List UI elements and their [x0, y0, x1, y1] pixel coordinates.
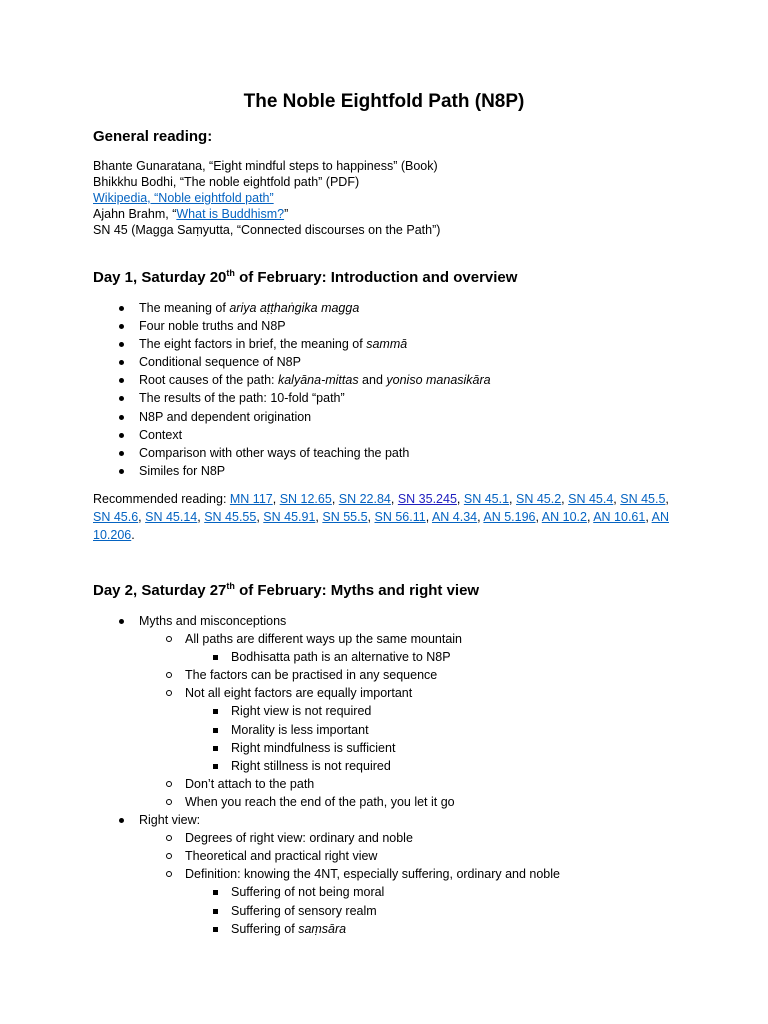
sutta-link-sn-45-55[interactable]: SN 45.55	[204, 510, 257, 524]
day1-heading-text: Day 1, Saturday 20	[93, 269, 227, 286]
list-item: Bodhisatta path is an alternative to N8P	[231, 648, 699, 666]
list-item: Don’t attach to the path	[185, 775, 699, 793]
list-item: All paths are different ways up the same mountain Bodhisatta path is an alternative to N8P	[185, 630, 699, 666]
list-item: Four noble truths and N8P	[139, 317, 699, 335]
list-item: Right view is not required	[231, 702, 699, 720]
recommended-reading: Recommended reading: MN 117, SN 12.65, SN 22.84, SN 35.245, SN 45.1, SN 45.2, SN 45.4, SN 45.5, SN 45.6, SN 45.14, SN 45.55, SN 45.91, SN 55.5, SN 56.11, AN 4.34, AN 5.196, AN 10.2, AN 10.61, AN 10.206.	[93, 492, 669, 542]
list-item: Similes for N8P	[139, 462, 699, 480]
list-item: Definition: knowing the 4NT, especially suffering, ordinary and noble Suffering of not being moral Suffering of sensory realm Suffering of saṃsāra	[185, 865, 699, 937]
sutta-link-sn-55-5[interactable]: SN 55.5	[322, 510, 368, 524]
list-item: Myths and misconceptions All paths are different ways up the same mountain Bodhisatta path is an alternative to N8P The factors can be practised in any sequence Not all eight factors are equally important Right view is not required Morality is less important Right mindfulness is sufficient Right stillness is not required Don’t attach to the path When you reach the end of the path, you let it go	[139, 612, 699, 811]
day2-heading	[93, 581, 479, 601]
list-item: When you reach the end of the path, you let it go	[185, 793, 699, 811]
day2-heading-sup: th	[226, 581, 235, 591]
reading-item	[93, 222, 693, 238]
day1-heading-text: of February: Introduction and overview	[234, 269, 518, 286]
sutta-link-sn-45-5[interactable]: SN 45.5	[620, 492, 666, 506]
list-item: The eight factors in brief, the meaning of sammā	[139, 335, 699, 353]
list-item: Root causes of the path: kalyāna-mittas and yoniso manasikāra	[139, 371, 699, 389]
reading-item	[93, 190, 693, 206]
sutta-link-sn-45-2[interactable]: SN 45.2	[516, 492, 562, 506]
sutta-link-sn-45-14[interactable]: SN 45.14	[145, 510, 198, 524]
day1-heading	[93, 268, 517, 288]
list-item: Degrees of right view: ordinary and noble	[185, 829, 699, 847]
sutta-link-sn-45-6[interactable]: SN 45.6	[93, 510, 139, 524]
reading-text: Ajahn Brahm, “	[93, 207, 177, 221]
list-item: Context	[139, 426, 699, 444]
general-reading-list	[93, 158, 693, 238]
list-item: The factors can be practised in any sequence	[185, 666, 699, 684]
list-item: Right mindfulness is sufficient	[231, 739, 699, 757]
sutta-link-sn-12-65[interactable]: SN 12.65	[279, 492, 332, 506]
reading-item	[93, 206, 693, 222]
general-reading-heading: General reading:	[93, 128, 213, 145]
sutta-link-an-10-206[interactable]: AN 10.206	[93, 510, 669, 542]
list-item: Theoretical and practical right view	[185, 847, 699, 865]
sutta-link-sn-45-1[interactable]: SN 45.1	[463, 492, 510, 506]
day2-heading-text: Day 2, Saturday 27	[93, 582, 227, 599]
what-is-buddhism-link[interactable]: What is Buddhism?	[176, 207, 285, 221]
recommended-links: MN 117, SN 12.65, SN 22.84, SN 35.245, SN 45.1, SN 45.2, SN 45.4, SN 45.5, SN 45.6, SN 45.14, SN 45.55, SN 45.91, SN 55.5, SN 56.11, AN 4.34, AN 5.196, AN 10.2, AN 10.61, AN 10.206	[93, 492, 669, 542]
recommended-label: Recommended reading:	[93, 492, 230, 506]
sutta-link-an-5-196[interactable]: AN 5.196	[483, 510, 536, 524]
list-item: Right view: Degrees of right view: ordinary and noble Theoretical and practical right view Definition: knowing the 4NT, especially suffering, ordinary and noble Suffering of not being moral Suffering of sensory realm Suffering of saṃsāra	[139, 811, 699, 938]
sutta-link-mn-117[interactable]: MN 117	[229, 492, 273, 506]
list-item: Suffering of sensory realm	[231, 902, 699, 920]
list-item: Conditional sequence of N8P	[139, 353, 699, 371]
reading-text: Bhikkhu Bodhi, “The noble eightfold path” (PDF)	[93, 175, 360, 189]
reading-text: ”	[284, 207, 289, 221]
list-item: Suffering of saṃsāra	[231, 920, 699, 938]
day1-heading-sup: th	[226, 268, 235, 278]
list-item: N8P and dependent origination	[139, 408, 699, 426]
list-item: The results of the path: 10-fold “path”	[139, 389, 699, 407]
sutta-link-sn-56-11[interactable]: SN 56.11	[374, 510, 426, 524]
reading-item	[93, 158, 693, 174]
day1-topic-list	[139, 299, 699, 480]
list-item: Right stillness is not required	[231, 757, 699, 775]
sutta-link-sn-22-84[interactable]: SN 22.84	[338, 492, 391, 506]
list-item: Not all eight factors are equally important Right view is not required Morality is less important Right mindfulness is sufficient Right stillness is not required	[185, 684, 699, 774]
sutta-link-sn-35-245[interactable]: SN 35.245	[397, 492, 457, 506]
day2-topic-list	[139, 612, 699, 938]
sutta-link-an-4-34[interactable]: AN 4.34	[431, 510, 478, 524]
page-title: The Noble Eightfold Path (N8P)	[243, 91, 525, 112]
reading-text: SN 45 (Magga Saṃyutta, “Connected discourses on the Path”)	[93, 223, 441, 237]
sutta-link-an-10-2[interactable]: AN 10.2	[541, 510, 587, 524]
sutta-link-sn-45-4[interactable]: SN 45.4	[568, 492, 614, 506]
list-item: The meaning of ariya aṭṭhaṅgika magga	[139, 299, 699, 317]
list-item: Comparison with other ways of teaching the path	[139, 444, 699, 462]
wikipedia-link[interactable]: Wikipedia, “Noble eightfold path”	[93, 191, 274, 205]
list-item: Morality is less important	[231, 721, 699, 739]
reading-item	[93, 174, 693, 190]
sutta-link-sn-45-91[interactable]: SN 45.91	[263, 510, 316, 524]
sutta-link-an-10-61[interactable]: AN 10.61	[593, 510, 646, 524]
list-item: Suffering of not being moral	[231, 883, 699, 901]
reading-text: Bhante Gunaratana, “Eight mindful steps to happiness” (Book)	[93, 159, 438, 173]
day2-heading-text: of February: Myths and right view	[234, 582, 480, 599]
